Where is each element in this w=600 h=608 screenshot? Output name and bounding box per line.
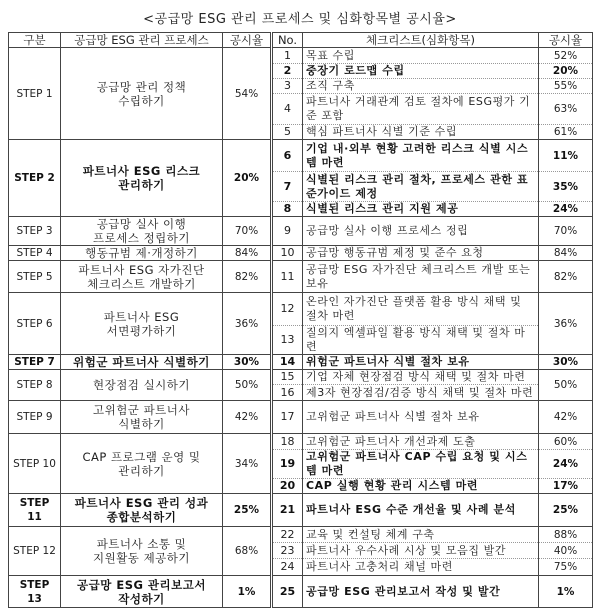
checklist-rate: 60% bbox=[539, 434, 593, 450]
item-number: 10 bbox=[272, 246, 303, 261]
header-row bbox=[9, 33, 593, 48]
item-number: 8 bbox=[272, 202, 303, 217]
checklist-item: 고위험군 파트너사 CAP 수립 요청 및 시스템 마련 bbox=[303, 450, 539, 479]
process-rate: 1% bbox=[223, 576, 272, 608]
header-process-rate: 공시율 bbox=[223, 33, 272, 48]
checklist-item: 식별된 리스크 관리 지원 제공 bbox=[303, 202, 539, 217]
process-name: 고위험군 파트너사 식별하기 bbox=[61, 401, 223, 434]
item-number: 4 bbox=[272, 94, 303, 125]
checklist-rate: 17% bbox=[539, 479, 593, 494]
item-number: 9 bbox=[272, 217, 303, 246]
checklist-rate: 82% bbox=[539, 261, 593, 293]
process-rate: 82% bbox=[223, 261, 272, 293]
checklist-item: 교육 및 컨설팅 체계 구축 bbox=[303, 527, 539, 543]
process-rate: 36% bbox=[223, 293, 272, 355]
table-row bbox=[9, 246, 593, 261]
checklist-item: 파트너사 고충처리 채널 마련 bbox=[303, 559, 539, 576]
process-name: 행동규범 제·개정하기 bbox=[61, 246, 223, 261]
header-no: No. bbox=[272, 33, 303, 48]
table-title: <공급망 ESG 관리 프로세스 및 심화항목별 공시율> bbox=[143, 12, 457, 27]
item-number: 12 bbox=[272, 293, 303, 326]
checklist-rate: 50% bbox=[539, 370, 593, 401]
checklist-item: 핵심 파트너사 식별 기준 수립 bbox=[303, 125, 539, 140]
step-label: STEP 4 bbox=[9, 246, 61, 261]
checklist-item: 파트너사 ESG 수준 개선율 및 사례 분석 bbox=[303, 494, 539, 527]
process-name: 파트너사 ESG 관리 성과 종합분석하기 bbox=[61, 494, 223, 527]
checklist-item: 기업 자체 현장점검 방식 채택 및 절차 마련 bbox=[303, 370, 539, 385]
checklist-rate: 70% bbox=[539, 217, 593, 246]
process-name: 현장점검 실시하기 bbox=[61, 370, 223, 401]
checklist-rate: 55% bbox=[539, 79, 593, 94]
checklist-item: 식별된 리스크 관리 절차, 프로세스 관한 표준가이드 제정 bbox=[303, 172, 539, 202]
checklist-item: 공급망 행동규범 제정 및 준수 요청 bbox=[303, 246, 539, 261]
item-number: 16 bbox=[272, 385, 303, 401]
process-name: 파트너사 ESG 자가진단 체크리스트 개발하기 bbox=[61, 261, 223, 293]
checklist-rate: 63% bbox=[539, 94, 593, 125]
process-rate: 34% bbox=[223, 434, 272, 494]
process-rate: 54% bbox=[223, 48, 272, 140]
item-number: 7 bbox=[272, 172, 303, 202]
item-number: 3 bbox=[272, 79, 303, 94]
step-label: STEP 6 bbox=[9, 293, 61, 355]
process-name: 공급망 실사 이행 프로세스 정립하기 bbox=[61, 217, 223, 246]
table-row bbox=[9, 401, 593, 434]
checklist-rate: 1% bbox=[539, 576, 593, 608]
checklist-rate: 84% bbox=[539, 246, 593, 261]
item-number: 15 bbox=[272, 370, 303, 385]
checklist-rate: 25% bbox=[539, 494, 593, 527]
step-label: STEP 13 bbox=[9, 576, 61, 608]
checklist-rate: 40% bbox=[539, 543, 593, 559]
checklist-rate: 36% bbox=[539, 293, 593, 355]
checklist-rate: 30% bbox=[539, 355, 593, 370]
step-label: STEP 8 bbox=[9, 370, 61, 401]
item-number: 6 bbox=[272, 140, 303, 172]
checklist-item: CAP 실행 현황 관리 시스템 마련 bbox=[303, 479, 539, 494]
checklist-item: 질의지 엑셀파일 활용 방식 채택 및 절차 마련 bbox=[303, 326, 539, 355]
checklist-item: 공급망 ESG 관리보고서 작성 및 발간 bbox=[303, 576, 539, 608]
step-label: STEP 2 bbox=[9, 140, 61, 217]
table-row bbox=[9, 293, 593, 326]
item-number: 17 bbox=[272, 401, 303, 434]
table-row bbox=[9, 434, 593, 450]
item-number: 11 bbox=[272, 261, 303, 293]
table-row bbox=[9, 217, 593, 246]
header-checklist: 체크리스트(심화항목) bbox=[303, 33, 539, 48]
checklist-item: 공급망 실사 이행 프로세스 정립 bbox=[303, 217, 539, 246]
checklist-rate: 75% bbox=[539, 559, 593, 576]
header-checklist-rate: 공시율 bbox=[539, 33, 593, 48]
step-label: STEP 9 bbox=[9, 401, 61, 434]
checklist-item: 공급망 ESG 자가진단 체크리스트 개발 또는 보유 bbox=[303, 261, 539, 293]
table-row bbox=[9, 48, 593, 64]
step-label: STEP 5 bbox=[9, 261, 61, 293]
process-rate: 70% bbox=[223, 217, 272, 246]
item-number: 21 bbox=[272, 494, 303, 527]
item-number: 1 bbox=[272, 48, 303, 64]
checklist-item: 온라인 자가진단 플랫폼 활용 방식 채택 및 절차 마련 bbox=[303, 293, 539, 326]
checklist-rate: 52% bbox=[539, 48, 593, 64]
process-name: CAP 프로그램 운영 및 관리하기 bbox=[61, 434, 223, 494]
checklist-rate: 35% bbox=[539, 172, 593, 202]
item-number: 19 bbox=[272, 450, 303, 479]
checklist-item: 중장기 로드맵 수립 bbox=[303, 64, 539, 79]
checklist-item: 고위험군 파트너사 개선과제 도출 bbox=[303, 434, 539, 450]
checklist-item: 목표 수립 bbox=[303, 48, 539, 64]
checklist-rate: 20% bbox=[539, 64, 593, 79]
item-number: 13 bbox=[272, 326, 303, 355]
checklist-item: 고위험군 파트너사 식별 절차 보유 bbox=[303, 401, 539, 434]
process-rate: 84% bbox=[223, 246, 272, 261]
process-rate: 20% bbox=[223, 140, 272, 217]
step-label: STEP 3 bbox=[9, 217, 61, 246]
process-rate: 42% bbox=[223, 401, 272, 434]
checklist-item: 파트너사 우수사례 시상 및 모음집 발간 bbox=[303, 543, 539, 559]
item-number: 14 bbox=[272, 355, 303, 370]
item-number: 24 bbox=[272, 559, 303, 576]
checklist-rate: 11% bbox=[539, 140, 593, 172]
step-label: STEP 7 bbox=[9, 355, 61, 370]
checklist-rate: 24% bbox=[539, 450, 593, 479]
process-rate: 30% bbox=[223, 355, 272, 370]
header-process: 공급망 ESG 관리 프로세스 bbox=[61, 33, 223, 48]
table-row bbox=[9, 261, 593, 293]
process-name: 파트너사 ESG 리스크 관리하기 bbox=[61, 140, 223, 217]
table-row bbox=[9, 494, 593, 527]
checklist-item: 기업 내·외부 현황 고려한 리스크 식별 시스템 마련 bbox=[303, 140, 539, 172]
checklist-rate: 61% bbox=[539, 125, 593, 140]
checklist-rate: 24% bbox=[539, 202, 593, 217]
table-row bbox=[9, 140, 593, 172]
step-label: STEP 12 bbox=[9, 527, 61, 576]
process-rate: 25% bbox=[223, 494, 272, 527]
item-number: 25 bbox=[272, 576, 303, 608]
checklist-item: 위험군 파트너사 식별 절차 보유 bbox=[303, 355, 539, 370]
checklist-item: 조직 구축 bbox=[303, 79, 539, 94]
process-name: 위험군 파트너사 식별하기 bbox=[61, 355, 223, 370]
step-label: STEP 11 bbox=[9, 494, 61, 527]
table-row bbox=[9, 527, 593, 543]
item-number: 18 bbox=[272, 434, 303, 450]
step-label: STEP 10 bbox=[9, 434, 61, 494]
step-label: STEP 1 bbox=[9, 48, 61, 140]
item-number: 2 bbox=[272, 64, 303, 79]
process-name: 파트너사 소통 및 지원활동 제공하기 bbox=[61, 527, 223, 576]
item-number: 22 bbox=[272, 527, 303, 543]
checklist-item: 제3자 현장점검/검증 방식 채택 및 절차 마련 bbox=[303, 385, 539, 401]
checklist-rate: 42% bbox=[539, 401, 593, 434]
item-number: 5 bbox=[272, 125, 303, 140]
checklist-rate: 88% bbox=[539, 527, 593, 543]
header-category: 구분 bbox=[9, 33, 61, 48]
item-number: 20 bbox=[272, 479, 303, 494]
table-row bbox=[9, 355, 593, 370]
checklist-item: 파트너사 거래관계 검토 절차에 ESG평가 기준 포함 bbox=[303, 94, 539, 125]
process-name: 공급망 ESG 관리보고서 작성하기 bbox=[61, 576, 223, 608]
table-row bbox=[9, 370, 593, 385]
item-number: 23 bbox=[272, 543, 303, 559]
disclosure-rate-table bbox=[8, 32, 593, 608]
process-rate: 68% bbox=[223, 527, 272, 576]
process-name: 공급망 관리 정책 수립하기 bbox=[61, 48, 223, 140]
process-rate: 50% bbox=[223, 370, 272, 401]
process-name: 파트너사 ESG 서면평가하기 bbox=[61, 293, 223, 355]
